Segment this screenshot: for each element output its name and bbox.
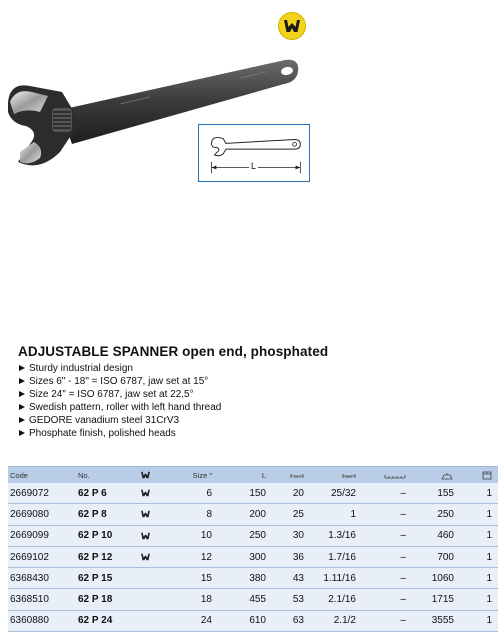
cell-code: 6368510 [10,594,49,606]
cell-inch: 1.3/16 [328,530,356,542]
cell-no: 62 P 12 [78,551,113,563]
cell-weight: 1715 [431,594,454,606]
cell-weight: 460 [437,530,454,542]
spanner-type-icon [140,509,178,519]
bullet-icon [19,417,25,423]
feature-list [18,362,221,441]
spanner-type-icon [140,488,178,498]
cell-size: 12 [200,551,212,563]
svg-text:mm: mm [294,473,301,479]
cell-ruler: – [400,508,406,520]
svg-text:inch: inch [345,473,353,479]
cell-code: 2669080 [10,508,49,520]
cell-inch: 1.7/16 [328,551,356,563]
cell-no: 62 P 10 [78,530,113,542]
cell-ruler: – [400,530,406,542]
table-row [8,526,498,547]
cell-l: 200 [249,508,266,520]
cell-mm: 53 [292,594,304,606]
dimension-label-L: L [251,161,257,171]
cell-inch: 2.1/2 [333,615,356,627]
cell-mm: 36 [292,551,304,563]
cell-mm: 43 [292,572,304,584]
cell-mm: 25 [292,508,304,520]
cell-pack: 1 [486,615,492,627]
header-l: L [261,470,266,480]
cell-pack: 1 [486,487,492,499]
bullet-icon [19,378,25,384]
cell-code: 6360880 [10,615,49,627]
cell-pack: 1 [486,572,492,584]
cell-no: 62 P 18 [78,594,113,606]
cell-l: 300 [249,551,266,563]
weight-icon [406,470,454,479]
feature-item: Sturdy industrial design [18,362,221,375]
cell-size: 6 [206,487,212,499]
cell-pack: 1 [486,594,492,606]
bullet-icon [19,391,25,397]
feature-item: GEDORE vanadium steel 31CrV3 [18,414,221,427]
bullet-icon [19,365,25,371]
cell-weight: 700 [437,551,454,563]
cell-no: 62 P 24 [78,615,113,627]
cell-ruler: – [400,572,406,584]
header-type-icon [140,470,178,480]
cell-weight: 155 [437,487,454,499]
bullet-icon [19,430,25,436]
cell-pack: 1 [486,530,492,542]
cell-size: 10 [200,530,212,542]
cell-no: 62 P 6 [78,487,107,499]
cell-pack: 1 [486,508,492,520]
table-header [8,466,498,483]
cell-ruler: – [400,551,406,563]
cell-weight: 250 [437,508,454,520]
product-title: ADJUSTABLE SPANNER open end, phosphated [18,344,329,359]
cell-code: 2669102 [10,551,49,563]
cell-mm: 30 [292,530,304,542]
cell-no: 62 P 8 [78,508,107,520]
cell-inch: 2.1/16 [328,594,356,606]
cell-code: 2669099 [10,530,49,542]
cell-size: 15 [200,572,212,584]
table-row [8,611,498,632]
spanner-badge-icon [278,12,306,40]
package-icon [454,470,496,480]
header-no: No. [78,470,90,480]
cell-weight: 1060 [431,572,454,584]
table-row [8,483,498,504]
cell-l: 150 [249,487,266,499]
feature-item: Phosphate finish, polished heads [18,427,221,440]
cell-l: 380 [249,572,266,584]
ruler-icon [356,471,406,480]
cell-code: 2669072 [10,487,49,499]
table-row [8,504,498,525]
cell-mm: 20 [292,487,304,499]
feature-item: Size 24" = ISO 6787, jaw set at 22,5° [18,388,221,401]
cell-l: 250 [249,530,266,542]
dimension-diagram [198,124,310,182]
cell-ruler: – [400,615,406,627]
mm-jaw-icon [266,471,304,480]
feature-item: Swedish pattern, roller with left hand thread [18,401,221,414]
cell-code: 6368430 [10,572,49,584]
feature-item: Sizes 6" - 18" = ISO 6787, jaw set at 15° [18,375,221,388]
header-size: Size " [192,470,212,480]
cell-ruler: – [400,594,406,606]
spanner-type-icon [140,531,178,541]
cell-pack: 1 [486,551,492,563]
header-code: Code [10,470,28,480]
table-row [8,589,498,610]
cell-no: 62 P 15 [78,572,113,584]
cell-l: 610 [249,615,266,627]
cell-l: 455 [249,594,266,606]
cell-inch: 1.11/16 [323,572,356,584]
table-row [8,568,498,589]
bullet-icon [19,404,25,410]
product-table [8,466,498,632]
cell-ruler: – [400,487,406,499]
cell-inch: 25/32 [330,487,356,499]
cell-size: 18 [200,594,212,606]
cell-weight: 3555 [431,615,454,627]
cell-inch: 1 [350,508,356,520]
table-row [8,547,498,568]
inch-jaw-icon [304,471,356,480]
spanner-type-icon [140,552,178,562]
cell-size: 8 [206,508,212,520]
cell-mm: 63 [292,615,304,627]
cell-size: 24 [200,615,212,627]
